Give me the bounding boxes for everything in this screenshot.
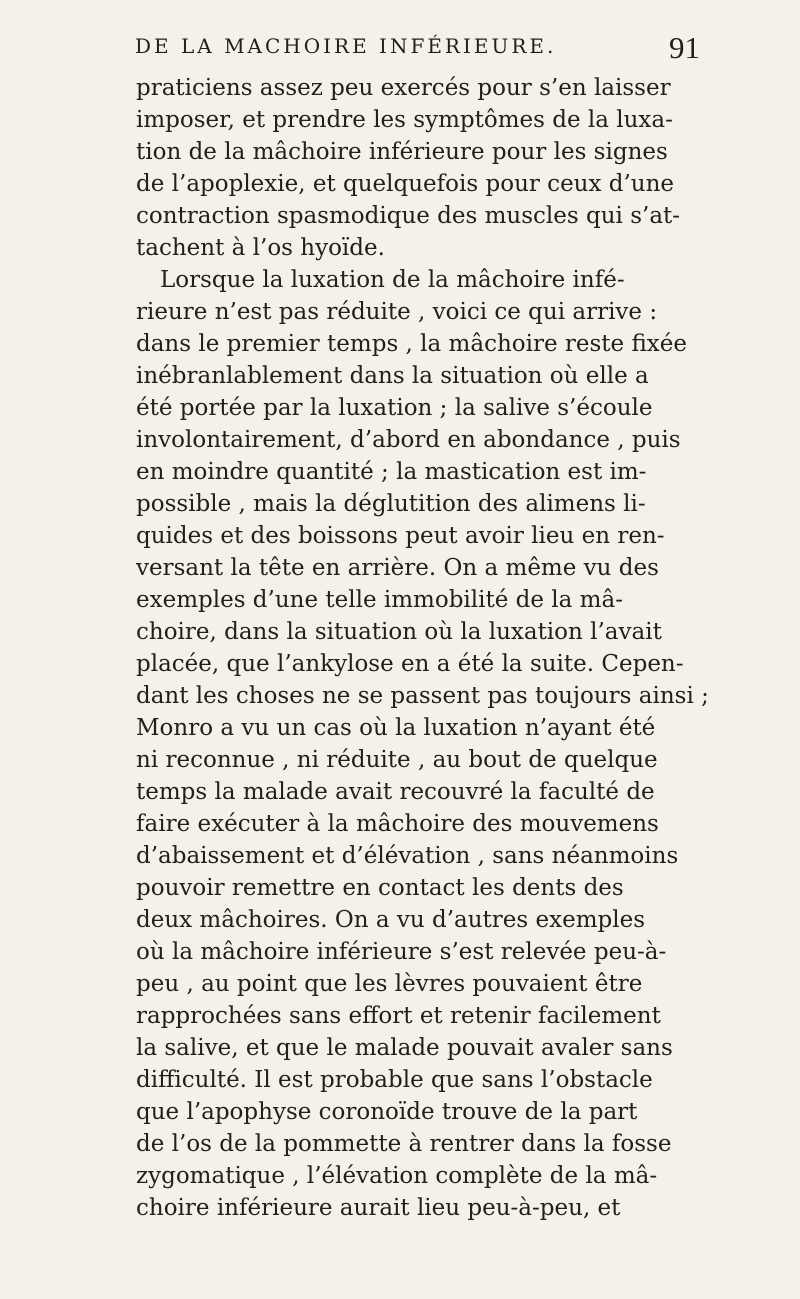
text-line: été portée par la luxation ; la salive s’écoule (136, 395, 653, 421)
text-line: que l’apophyse coronoïde trouve de la part (136, 1099, 638, 1125)
text-line: quides et des boissons peut avoir lieu en ren- (136, 523, 665, 549)
text-line: tion de la mâchoire inférieure pour les signes (136, 139, 668, 165)
page-number: 91 (669, 30, 700, 65)
text-line: faire exécuter à la mâchoire des mouvemens (136, 811, 659, 837)
text-line: dant les choses ne se passent pas toujours ainsi ; (136, 683, 709, 709)
text-line: de l’apoplexie, et quelquefois pour ceux d’une (136, 171, 675, 197)
text-line: temps la malade avait recouvré la faculté de (136, 779, 655, 805)
text-line: involontairement, d’abord en abondance , puis (136, 427, 681, 453)
text-line: inébranlablement dans la situation où elle a (136, 363, 649, 389)
text-line: placée, que l’ankylose en a été la suite. Cepen- (136, 651, 684, 677)
text-line: ni reconnue , ni réduite , au bout de quelque (136, 747, 658, 773)
text-line: rieure n’est pas réduite , voici ce qui arrive : (136, 299, 658, 325)
text-line: la salive, et que le malade pouvait avaler sans (136, 1035, 673, 1061)
text-line: où la mâchoire inférieure s’est relevée peu-à- (136, 939, 667, 965)
text-line: rapprochées sans effort et retenir facilement (136, 1003, 661, 1029)
text-line: choire, dans la situation où la luxation l’avait (136, 619, 662, 645)
text-line: Monro a vu un cas où la luxation n’ayant été (136, 715, 656, 741)
text-line: peu , au point que les lèvres pouvaient être (136, 971, 643, 997)
text-line: de l’os de la pommette à rentrer dans la fosse (136, 1131, 672, 1157)
text-line: possible , mais la déglutition des alimens li- (136, 491, 646, 517)
running-title: DE LA MACHOIRE INFÉRIEURE. (135, 34, 557, 58)
text-line: imposer, et prendre les symptômes de la luxa- (136, 107, 673, 133)
text-line: pouvoir remettre en contact les dents des (136, 875, 624, 901)
text-line: dans le premier temps , la mâchoire reste fixée (136, 331, 688, 357)
text-line: choire inférieure aurait lieu peu-à-peu, et (136, 1195, 621, 1221)
text-line: difficulté. Il est probable que sans l’obstacle (136, 1067, 653, 1093)
running-head (135, 28, 700, 68)
text-line: d’abaissement et d’élévation , sans néanmoins (136, 843, 679, 869)
text-line: contraction spasmodique des muscles qui s’at- (136, 203, 681, 229)
text-line: tachent à l’os hyoïde. (136, 235, 385, 261)
text-line: deux mâchoires. On a vu d’autres exemples (136, 907, 646, 933)
text-line: Lorsque la luxation de la mâchoire infé- (160, 267, 625, 293)
text-line: versant la tête en arrière. On a même vu des (136, 555, 659, 581)
text-line: en moindre quantité ; la mastication est im- (136, 459, 647, 485)
text-line: zygomatique , l’élévation complète de la mâ- (136, 1163, 658, 1189)
text-line: praticiens assez peu exercés pour s’en laisser (136, 75, 671, 101)
text-line: exemples d’une telle immobilité de la mâ- (136, 587, 623, 613)
